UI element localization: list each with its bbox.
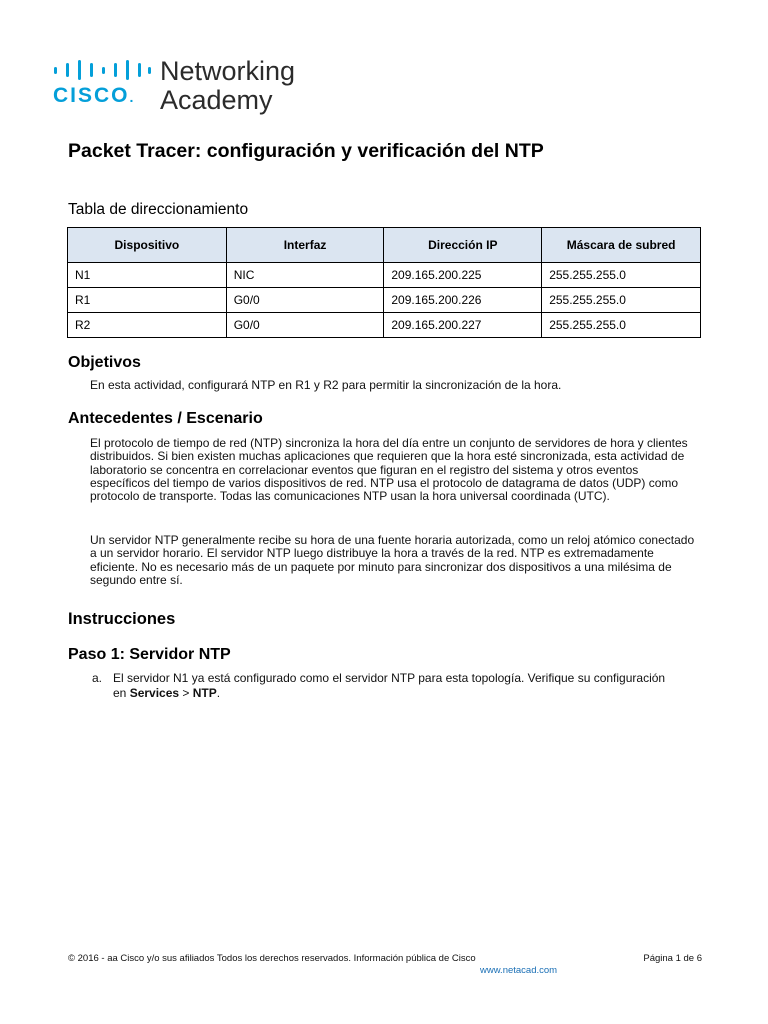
item-a-en: en [113, 686, 130, 700]
logo-networking: Networking [160, 56, 296, 86]
item-a-line-1: El servidor N1 ya está configurado como el servidor NTP para esta topología. Verifique su configuración [113, 671, 666, 685]
item-a-separator: > [179, 686, 193, 700]
item-a-period: . [216, 686, 221, 700]
table-cell: R2 [68, 313, 227, 338]
column-header: Interfaz [226, 228, 384, 263]
item-a-line-2 [113, 686, 703, 701]
footer-netacad-link[interactable]: www.netacad.com [480, 965, 558, 976]
antecedentes-heading: Antecedentes / Escenario [68, 410, 263, 427]
document-title: Packet Tracer: configuración y verificación del NTP [68, 140, 544, 162]
services-menu-label: Services [129, 686, 180, 700]
objetivos-text: En esta actividad, configurará NTP en R1 y R2 para permitir la sincronización de la hora. [90, 378, 562, 392]
table-cell: 255.255.255.0 [542, 313, 701, 338]
table-row [68, 288, 701, 313]
logo-academy: Academy [160, 85, 273, 115]
antecedentes-paragraph-1: El protocolo de tiempo de red (NTP) sincroniza la hora del día entre un conjunto de servidores de hora y clientes distribuidos. Si bien existen muchas aplicaciones que requieren que la hora esté sincronizada, esta actividad de laboratorio se concentra en correlacionar eventos que figuran en el registro del sistema y otros eventos específicos del tiempo de varios dispositivos de red. NTP usa el protocolo de datagrama de datos (UDP) como protocolo de transporte. Todas las comunicaciones NTP usan la hora universal coordinada (UTC). [90, 436, 688, 504]
instrucciones-heading: Instrucciones [68, 610, 176, 628]
column-header: Máscara de subred [542, 228, 701, 263]
cisco-bars-icon [53, 60, 151, 80]
footer-page-number: Página 1 de 6 [643, 953, 702, 964]
table-row [68, 263, 701, 288]
objetivos-heading: Objetivos [68, 354, 141, 371]
cisco-networking-academy-logo [53, 58, 313, 118]
footer-copyright: © 2016 - aa Cisco y/o sus afiliados Todos los derechos reservados. Información pública de Cisco [68, 953, 476, 964]
table-row [68, 313, 701, 338]
cisco-wordmark: CISCO. [53, 84, 136, 107]
table-heading: Tabla de direccionamiento [68, 201, 249, 218]
table-cell: R1 [68, 288, 227, 313]
table-cell: NIC [226, 263, 384, 288]
column-header: Dirección IP [384, 228, 542, 263]
step-1-heading: Paso 1: Servidor NTP [68, 646, 231, 663]
table-cell: G0/0 [226, 313, 384, 338]
table-cell: 209.165.200.225 [384, 263, 542, 288]
table-cell: 209.165.200.226 [384, 288, 542, 313]
column-header: Dispositivo [68, 228, 227, 263]
table-cell: 255.255.255.0 [542, 288, 701, 313]
list-marker: a. [92, 671, 103, 685]
step-1-item-a-text [113, 671, 703, 701]
table-cell: N1 [68, 263, 227, 288]
table-cell: G0/0 [226, 288, 384, 313]
table-cell: 209.165.200.227 [384, 313, 542, 338]
antecedentes-paragraph-2: Un servidor NTP generalmente recibe su hora de una fuente horaria autorizada, como un reloj atómico conectado a un servidor horario. El servidor NTP luego distribuye la hora a través de la red. NTP es extremadamente eficiente. No es necesario más de un paquete por minuto para sincronizar dos dispositivos a una milésima de segundo entre sí. [90, 533, 695, 587]
addressing-table [67, 227, 701, 338]
table-cell: 255.255.255.0 [542, 263, 701, 288]
ntp-menu-label: NTP [192, 686, 217, 700]
table-header-row [68, 228, 701, 263]
step-1-item-a [92, 671, 702, 705]
